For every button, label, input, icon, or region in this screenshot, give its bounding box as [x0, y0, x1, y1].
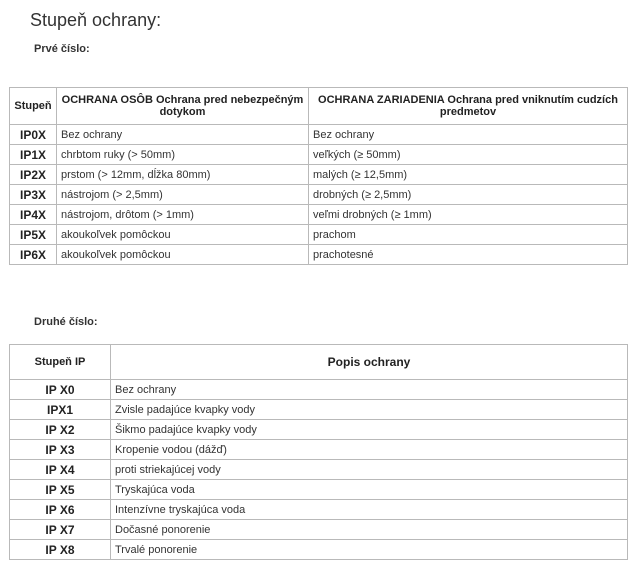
table-row [10, 245, 628, 265]
table-row [10, 500, 628, 520]
table-row [10, 380, 628, 400]
table-row [10, 205, 628, 225]
second-digit-table [9, 344, 628, 560]
ip-code-cell: IP2X [10, 165, 57, 185]
protection-description-cell: Intenzívne tryskajúca voda [111, 500, 628, 520]
page-title: Stupeň ochrany: [30, 10, 162, 30]
second-digit-label: Druhé číslo: [34, 316, 98, 328]
ip-code-cell: IP4X [10, 205, 57, 225]
table-row [10, 165, 628, 185]
table-row [10, 400, 628, 420]
protection-description-cell: Zvisle padajúce kvapky vody [111, 400, 628, 420]
table-row [10, 480, 628, 500]
header-popis-ochrany: Popis ochrany [111, 345, 628, 380]
persons-protection-cell: prstom (> 12mm, dĺžka 80mm) [57, 165, 309, 185]
ip-code-cell: IP3X [10, 185, 57, 205]
table-header-row [10, 345, 628, 380]
protection-description-cell: Dočasné ponorenie [111, 520, 628, 540]
equipment-protection-cell: veľkých (≥ 50mm) [309, 145, 628, 165]
first-digit-label: Prvé číslo: [34, 43, 90, 55]
table-row [10, 460, 628, 480]
table-row [10, 225, 628, 245]
equipment-protection-cell: veľmi drobných (≥ 1mm) [309, 205, 628, 225]
table-row [10, 125, 628, 145]
persons-protection-cell: chrbtom ruky (> 50mm) [57, 145, 309, 165]
ip-code-cell: IP1X [10, 145, 57, 165]
table-row [10, 440, 628, 460]
ip-code-cell: IP X6 [10, 500, 111, 520]
ip-code-cell: IP X5 [10, 480, 111, 500]
ip-code-cell: IPX1 [10, 400, 111, 420]
persons-protection-cell: akoukoľvek pomôckou [57, 245, 309, 265]
protection-description-cell: Šikmo padajúce kvapky vody [111, 420, 628, 440]
protection-description-cell: Bez ochrany [111, 380, 628, 400]
table-row [10, 185, 628, 205]
protection-description-cell: proti striekajúcej vody [111, 460, 628, 480]
ip-code-cell: IP5X [10, 225, 57, 245]
persons-protection-cell: akoukoľvek pomôckou [57, 225, 309, 245]
header-stupen-ip: Stupeň IP [10, 345, 111, 380]
protection-description-cell: Tryskajúca voda [111, 480, 628, 500]
ip-code-cell: IP X0 [10, 380, 111, 400]
protection-description-cell: Trvalé ponorenie [111, 540, 628, 560]
table-row [10, 145, 628, 165]
table-row [10, 420, 628, 440]
first-digit-table [9, 87, 628, 265]
ip-code-cell: IP X8 [10, 540, 111, 560]
persons-protection-cell: Bez ochrany [57, 125, 309, 145]
ip-code-cell: IP X7 [10, 520, 111, 540]
header-stupen: Stupeň [10, 88, 57, 125]
equipment-protection-cell: prachotesné [309, 245, 628, 265]
table-header-row [10, 88, 628, 125]
header-ochrana-zariadenia: OCHRANA ZARIADENIA Ochrana pred vniknutím cudzích predmetov [309, 88, 628, 125]
header-ochrana-osob: OCHRANA OSÔB Ochrana pred nebezpečným dotykom [57, 88, 309, 125]
persons-protection-cell: nástrojom (> 2,5mm) [57, 185, 309, 205]
equipment-protection-cell: prachom [309, 225, 628, 245]
ip-code-cell: IP0X [10, 125, 57, 145]
ip-code-cell: IP X4 [10, 460, 111, 480]
ip-code-cell: IP6X [10, 245, 57, 265]
ip-code-cell: IP X2 [10, 420, 111, 440]
ip-code-cell: IP X3 [10, 440, 111, 460]
protection-description-cell: Kropenie vodou (dážď) [111, 440, 628, 460]
table-row [10, 520, 628, 540]
persons-protection-cell: nástrojom, drôtom (> 1mm) [57, 205, 309, 225]
equipment-protection-cell: Bez ochrany [309, 125, 628, 145]
table-row [10, 540, 628, 560]
equipment-protection-cell: malých (≥ 12,5mm) [309, 165, 628, 185]
equipment-protection-cell: drobných (≥ 2,5mm) [309, 185, 628, 205]
